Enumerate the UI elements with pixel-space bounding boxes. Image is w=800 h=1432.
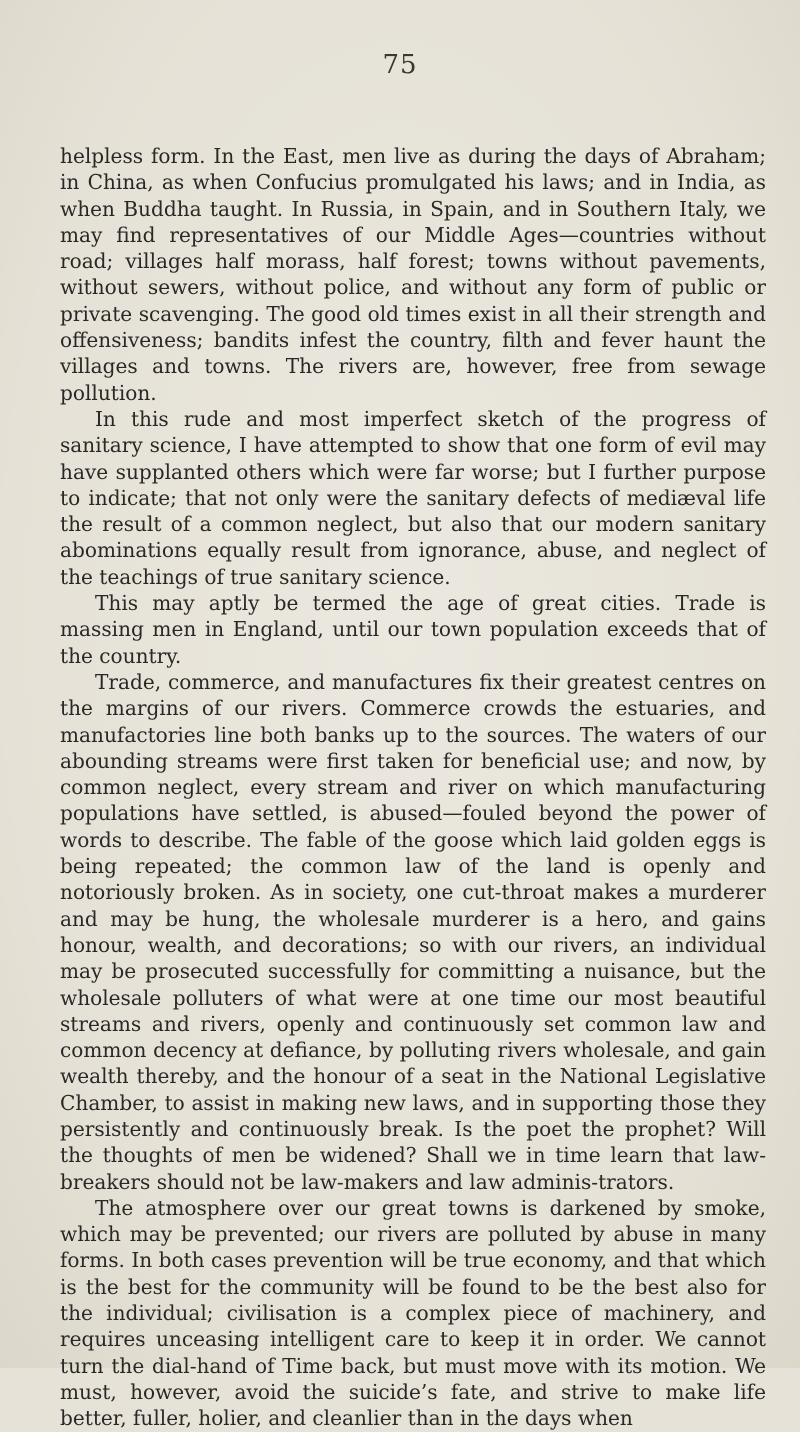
- paragraph-4: Trade, commerce, and manufactures fix their greatest centres on the margins of our rivers. Commerce crowds the estuaries, and manufactories line both banks up to the sources. The waters of our abounding streams were first taken for beneficial use; and now, by common neglect, every stream and river on which manufacturing populations have settled, is abused—fouled beyond the power of words to describe. The fable of the goose which laid golden eggs is being repeated; the common law of the land is openly and notoriously broken. As in society, one cut-throat makes a murderer and may be hung, the wholesale murderer is a hero, and gains honour, wealth, and decorations; so with our rivers, an individual may be prosecuted successfully for committing a nuisance, but the wholesale polluters of what were at one time our most beautiful streams and rivers, openly and continuously set common law and common decency at defiance, by polluting rivers wholesale, and gain wealth thereby, and the honour of a seat in the National Legislative Chamber, to assist in making new laws, and in supporting those they persistently and continuously break. Is the poet the prophet? Will the thoughts of men be widened? Shall we in time learn that law-breakers should not be law-makers and law adminis-trators.: [60, 669, 766, 1194]
- paragraph-5: The atmosphere over our great towns is darkened by smoke, which may be prevented; our rivers are polluted by abuse in many forms. In both cases prevention will be true economy, and that which is the best for the community will be found to be the best also for the individual; civilisation is a complex piece of machinery, and requires unceasing intelligent care to keep it in order. We cannot turn the dial-hand of Time back, but must move with its motion. We must, however, avoid the suicide’s fate, and strive to make life better, fuller, holier, and cleanlier than in the days when: [60, 1195, 766, 1431]
- paragraph-1: helpless form. In the East, men live as during the days of Abraham; in China, as when Confucius promulgated his laws; and in India, as when Buddha taught. In Russia, in Spain, and in Southern Italy, we may find representatives of our Middle Ages—countries without road; villages half morass, half forest; towns without pavements, without sewers, without police, and without any form of public or private scavenging. The good old times exist in all their strength and offensiveness; bandits infest the country, filth and fever haunt the villages and towns. The rivers are, however, free from sewage pollution.: [60, 144, 766, 405]
- page-number: 75: [382, 50, 418, 80]
- body-text: [60, 143, 766, 1432]
- paragraph-2: In this rude and most imperfect sketch of the progress of sanitary science, I have attempted to show that one form of evil may have supplanted others which were far worse; but I further purpose to indicate; that not only were the sanitary defects of mediæval life the result of a common neglect, but also that our modern sanitary abominations equally result from ignorance, abuse, and neglect of the teachings of true sanitary science.: [60, 406, 766, 589]
- paragraph-3: This may aptly be termed the age of great cities. Trade is massing men in England, until our town population exceeds that of the country.: [60, 591, 766, 668]
